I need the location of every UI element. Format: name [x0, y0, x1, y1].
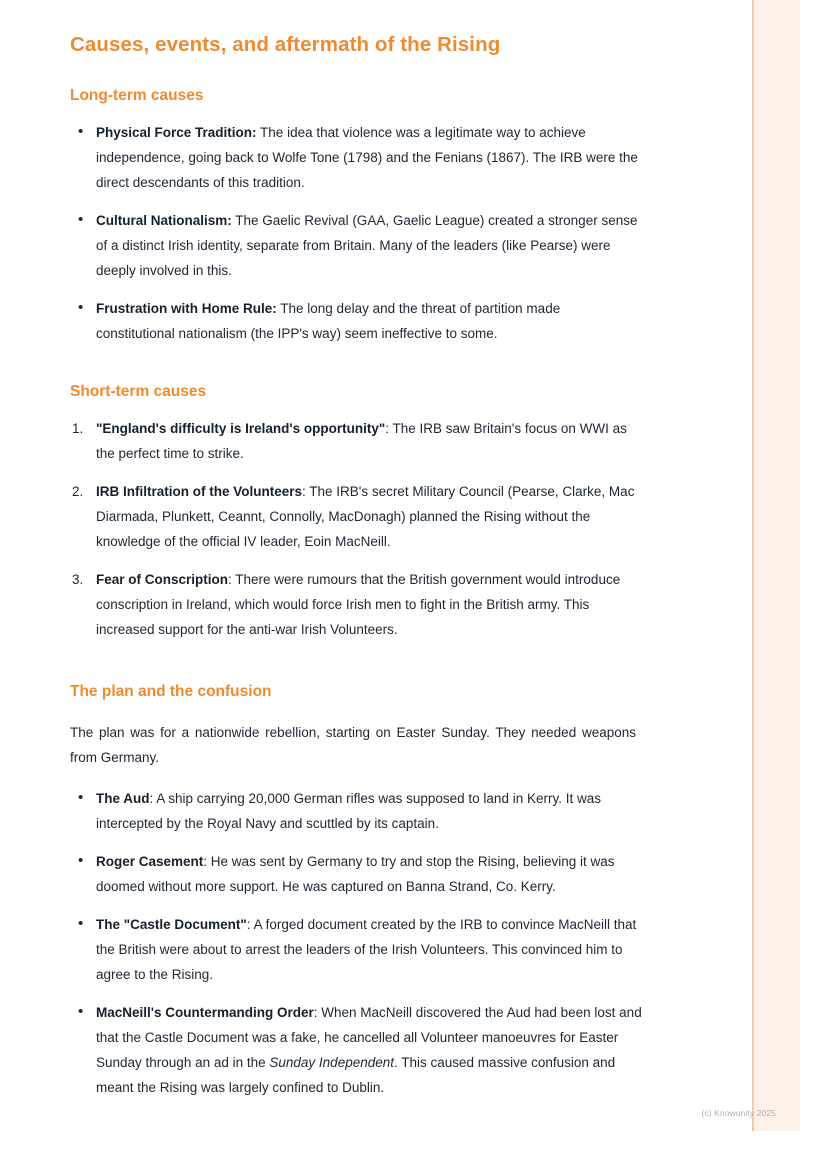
list-item-term: Cultural Nationalism: — [96, 213, 232, 228]
plan-and-confusion-list — [70, 786, 642, 1100]
list-item-text: : There were rumours that the British government would introduce conscription in Ireland, which would force Irish men to fight in the British army. This increased support for the anti-war Irish Volunteers. — [96, 572, 621, 637]
list-item-term: Roger Casement — [96, 854, 204, 869]
list-item-term: Fear of Conscription — [96, 572, 229, 587]
long-term-causes-list — [70, 120, 642, 346]
list-item-term: MacNeill's Countermanding Order — [96, 1005, 314, 1020]
list-item — [70, 849, 642, 899]
list-item-text: : The IRB saw Britain's focus on WWI as the perfect time to strike. — [96, 421, 627, 461]
section-long-term-causes — [70, 86, 642, 346]
page-title: Causes, events, and aftermath of the Rising — [70, 33, 501, 56]
list-item-term: IRB Infiltration of the Volunteers — [96, 484, 303, 499]
page-side-strip — [754, 0, 800, 1131]
list-item-term: Frustration with Home Rule: — [96, 301, 277, 316]
section-intro-paragraph: The plan was for a nationwide rebellion, starting on Easter Sunday. They needed weapons from Germany. — [70, 725, 636, 765]
list-item-text: The long delay and the threat of partition made constitutional nationalism (the IPP's way) seem ineffective to some. — [96, 301, 561, 341]
document-content — [70, 32, 642, 1126]
list-item-text-after: . This caused massive confusion and meant the Rising was largely confined to Dublin. — [96, 1055, 616, 1095]
list-item — [70, 296, 642, 346]
list-item — [70, 120, 642, 195]
section-short-term-causes — [70, 382, 642, 642]
section-heading: Short-term causes — [70, 383, 207, 400]
section-plan-and-confusion — [70, 682, 642, 1100]
list-item-text: The idea that violence was a legitimate way to achieve independence, going back to Wolfe Tone (1798) and the Fenians (1867). The IRB were the direct descendants of this tradition. — [96, 125, 638, 190]
short-term-causes-list — [70, 416, 642, 642]
list-item-text: : A forged document created by the IRB to convince MacNeill that the British were about to arrest the leaders of the Irish Volunteers. This convinced him to agree to the Rising. — [96, 917, 637, 982]
list-item-text: : A ship carrying 20,000 German rifles was supposed to land in Kerry. It was intercepted by the Royal Navy and scuttled by its captain. — [96, 791, 601, 831]
list-item — [70, 567, 642, 642]
list-item — [70, 786, 642, 836]
list-item — [70, 912, 642, 987]
list-item-text-before: : When MacNeill discovered the Aud had been lost and that the Castle Document was a fake, he cancelled all Volunteer manoeuvres for Easter Sunday through an ad in the — [96, 1005, 642, 1070]
section-heading: Long-term causes — [70, 87, 204, 104]
list-item-term: The "Castle Document" — [96, 917, 247, 932]
list-item — [70, 479, 642, 554]
list-item — [70, 1000, 642, 1100]
list-item-term: The Aud — [96, 791, 150, 806]
list-item-text: The Gaelic Revival (GAA, Gaelic League) created a stronger sense of a distinct Irish identity, separate from Britain. Many of the leaders (like Pearse) were deeply involved in this. — [96, 213, 638, 278]
footer-credit: (c) Knowunity 2025 — [701, 1108, 776, 1118]
list-item — [70, 208, 642, 283]
section-heading: The plan and the confusion — [70, 683, 272, 700]
list-item-text: : He was sent by Germany to try and stop the Rising, believing it was doomed without more support. He was captured on Banna Strand, Co. Kerry. — [96, 854, 615, 894]
list-item-italic-title: Sunday Independent — [269, 1055, 395, 1070]
list-item-term: "England's difficulty is Ireland's opportunity" — [96, 421, 386, 436]
list-item-term: Physical Force Tradition: — [96, 125, 257, 140]
list-item — [70, 416, 642, 466]
list-item-text: : The IRB's secret Military Council (Pearse, Clarke, Mac Diarmada, Plunkett, Ceannt, Connolly, MacDonagh) planned the Rising without the knowledge of the official IV leader, Eoin MacNeill. — [96, 484, 635, 549]
